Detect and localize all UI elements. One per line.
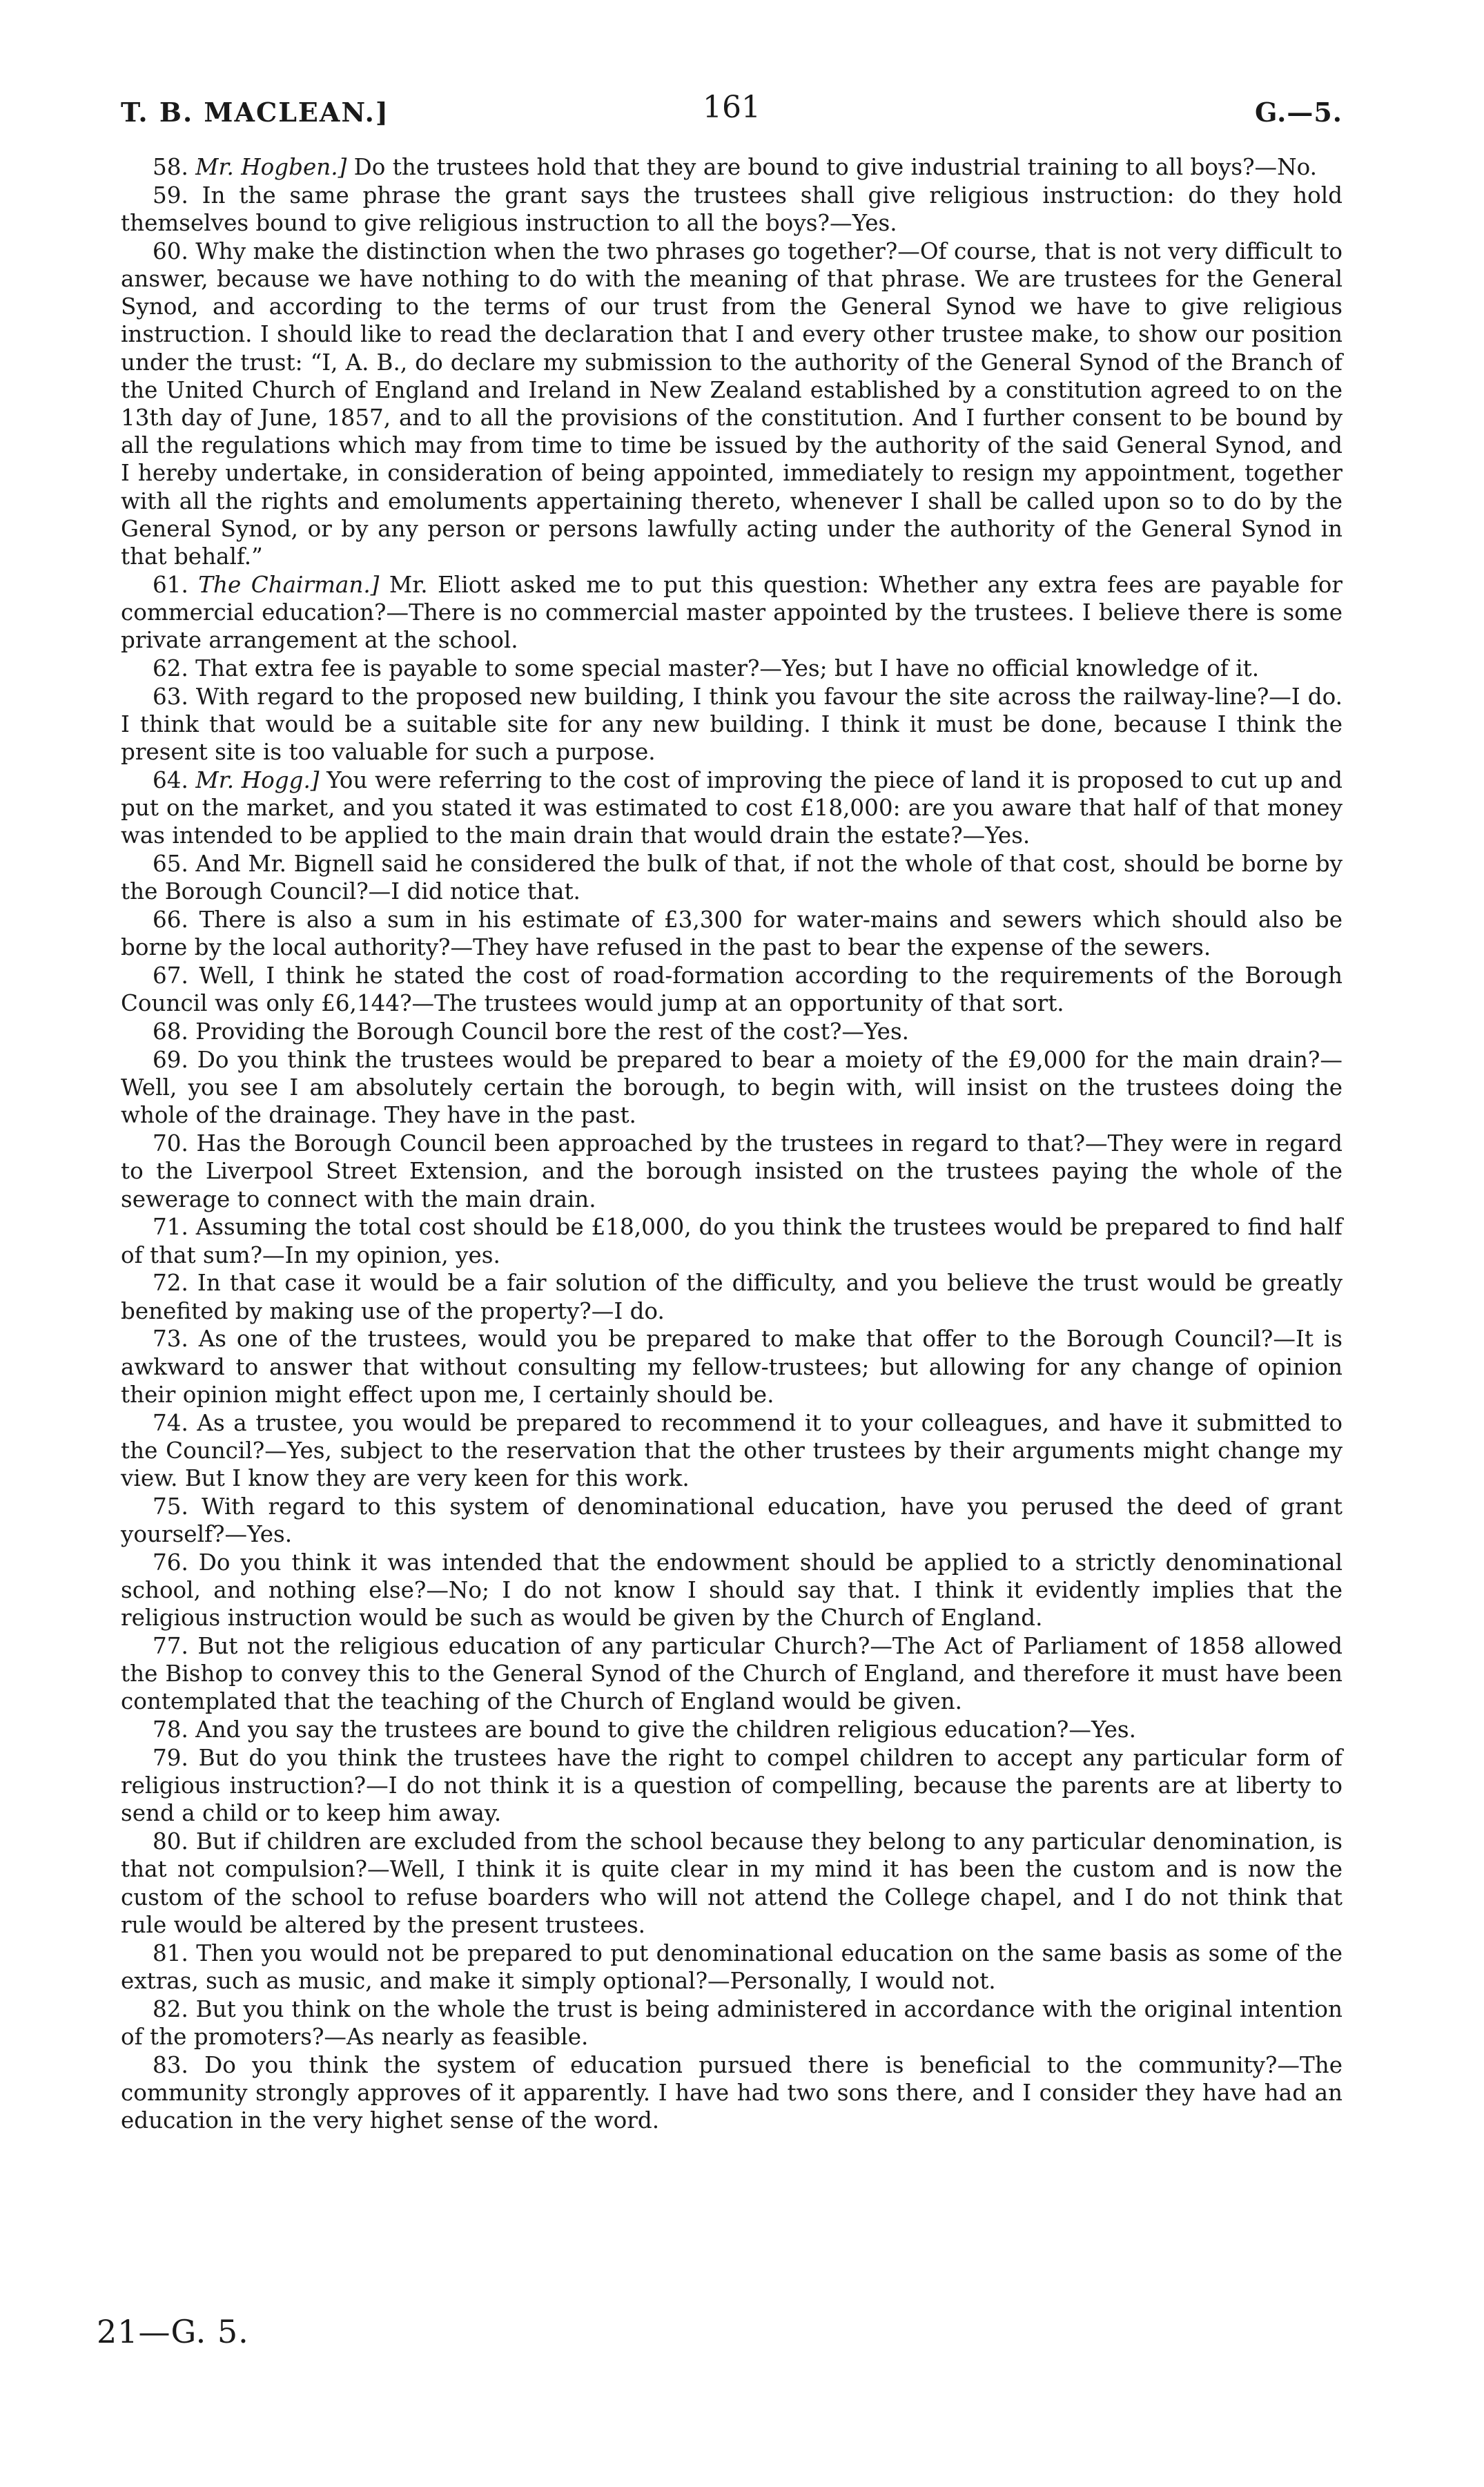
question-paragraph: 65. And Mr. Bignell said he considered the bulk of that, if not the whole of that cost, should be borne by the Borough Council?—I did notice that. xyxy=(121,851,1343,905)
question-paragraph: 73. As one of the trustees, would you be prepared to make that offer to the Borough Council?—It is awkward to answer that without consulting my fellow-trustees; but allowing for any change of opinion their opinion might effect upon me, I certainly should be. xyxy=(121,1326,1343,1408)
paper-reference: G.—5. xyxy=(1255,97,1343,128)
question-paragraph: 72. In that case it would be a fair solution of the difficulty, and you believe the trust would be greatly benefited by making use of the property?—I do. xyxy=(121,1270,1343,1324)
question-paragraph: 62. That extra fee is payable to some special master?—Yes; but I have no official knowledge of it. xyxy=(153,655,1260,682)
question-paragraph: 67. Well, I think he stated the cost of road-formation according to the requirements of the Borough Council was only £6,144?—The trustees would jump at an opportunity of that sort. xyxy=(121,962,1343,1017)
question-paragraph: 63. With regard to the proposed new building, I think you favour the site across the railway-line?—I do. I think that would be a suitable site for any new building. I think it must be done, because I think the present site is too valuable for such a purpose. xyxy=(121,683,1343,766)
question-paragraph: 77. But not the religious education of any particular Church?—The Act of Parliament of 1858 allowed the Bishop to convey this to the General Synod of the Church of England, and therefore it must have been contemplated that the teaching of the Church of England would be given. xyxy=(121,1633,1343,1715)
question-paragraph: 58. Mr. Hogben.] Do the trustees hold that they are bound to give industrial training to all boys?—No. xyxy=(153,154,1318,180)
question-paragraph: 68. Providing the Borough Council bore the rest of the cost?—Yes. xyxy=(153,1018,910,1045)
question-paragraph: 71. Assuming the total cost should be £18,000, do you think the trustees would be prepared to find half of that sum?—In my opinion, yes. xyxy=(121,1214,1343,1268)
question-paragraph: 76. Do you think it was intended that the endowment should be applied to a strictly denominational school, and nothing else?—No; I do not know I should say that. I think it evidently implies that the religious instruction would be such as would be given by the Church of England. xyxy=(121,1549,1343,1632)
question-paragraph: 74. As a trustee, you would be prepared to recommend it to your colleagues, and have it submitted to the Council?—Yes, subject to the reservation that the other trustees by their arguments might change my view. But I know they are very keen for this work. xyxy=(121,1409,1343,1492)
question-paragraph: 83. Do you think the system of education pursued there is beneficial to the community?—The community strongly approves of it apparently. I have had two sons there, and I consider they have had an education in the very highet sense of the word. xyxy=(121,2051,1343,2134)
question-paragraph: 69. Do you think the trustees would be prepared to bear a moiety of the £9,000 for the main drain?—Well, you see I am absolutely certain the borough, to begin with, will insist on the trustees doing the whole of the drainage. They have in the past. xyxy=(121,1047,1343,1129)
question-paragraph: 78. And you say the trustees are bound to give the children religious education?—Yes. xyxy=(153,1716,1137,1743)
question-paragraph: 70. Has the Borough Council been approached by the trustees in regard to that?—They were in regard to the Liverpool Street Extension, and the borough insisted on the trustees paying the whole of the sewerage to connect with the main drain. xyxy=(121,1130,1343,1212)
question-paragraph: 64. Mr. Hogg.] You were referring to the cost of improving the piece of land it is proposed to cut up and put on the market, and you stated it was estimated to cost £18,000: are you aware that half of that money was intended to be applied to the main drain that would drain the estate?—Yes. xyxy=(121,767,1343,849)
printer-signature: 21—G. 5. xyxy=(97,2313,249,2350)
question-paragraph: 66. There is also a sum in his estimate of £3,300 for water-mains and sewers which should also be borne by the local authority?—They have refused in the past to bear the expense of the sewers. xyxy=(121,907,1343,961)
page-header xyxy=(121,90,1343,138)
question-paragraph: 75. With regard to this system of denominational education, have you perused the deed of grant yourself?—Yes. xyxy=(121,1493,1343,1548)
witness-name: T. B. MACLEAN.] xyxy=(121,97,389,128)
question-paragraph: 79. But do you think the trustees have the right to compel children to accept any particular form of religious instruction?—I do not think it is a question of compelling, because the parents are at liberty to send a child or to keep him away. xyxy=(121,1745,1343,1827)
question-paragraph: 81. Then you would not be prepared to put denominational education on the same basis as some of the extras, such as music, and make it simply optional?—Personally, I would not. xyxy=(121,1939,1343,1994)
page-number: 161 xyxy=(703,90,761,125)
evidence-body xyxy=(121,153,1343,2134)
document-page xyxy=(121,90,1343,2135)
question-paragraph: 80. But if children are excluded from the school because they belong to any particular denomination, is that not compulsion?—Well, I think it is quite clear in my mind it has been the custom and is now the custom of the school to refuse boarders who will not attend the College chapel, and I do not think that rule would be altered by the present trustees. xyxy=(121,1828,1343,1938)
question-paragraph: 59. In the same phrase the grant says the trustees shall give religious instruction: do they hold themselves bound to give religious instruction to all the boys?—Yes. xyxy=(121,182,1343,236)
question-paragraph: 82. But you think on the whole the trust is being administered in accordance with the original intention of the promoters?—As nearly as feasible. xyxy=(121,1995,1343,2050)
question-paragraph: 60. Why make the distinction when the two phrases go together?—Of course, that is not very difficult to answer, because we have nothing to do with the meaning of that phrase. We are trustees for the General Synod, and according to the terms of our trust from the General Synod we have to give religious instruction. I should like to read the declaration that I and every other trustee make, to show our position under the trust: “I, A. B., do declare my submission to the authority of the General Synod of the Branch of the United Church of England and Ireland in New Zealand established by a constitution agreed to on the 13th day of June, 1857, and to all the provisions of the constitution. And I further consent to be bound by all the regulations which may from time to time be issued by the authority of the said General Synod, and I hereby undertake, in consideration of being appointed, immediately to resign my appointment, together with all the rights and emoluments appertaining thereto, whenever I shall be called upon so to do by the General Synod, or by any person or persons lawfully acting under the authority of the General Synod in that behalf.” xyxy=(121,238,1343,570)
question-paragraph: 61. The Chairman.] Mr. Eliott asked me to put this question: Whether any extra fees are payable for commercial education?—There is no commercial master appointed by the trustees. I believe there is some private arrangement at the school. xyxy=(121,571,1343,654)
